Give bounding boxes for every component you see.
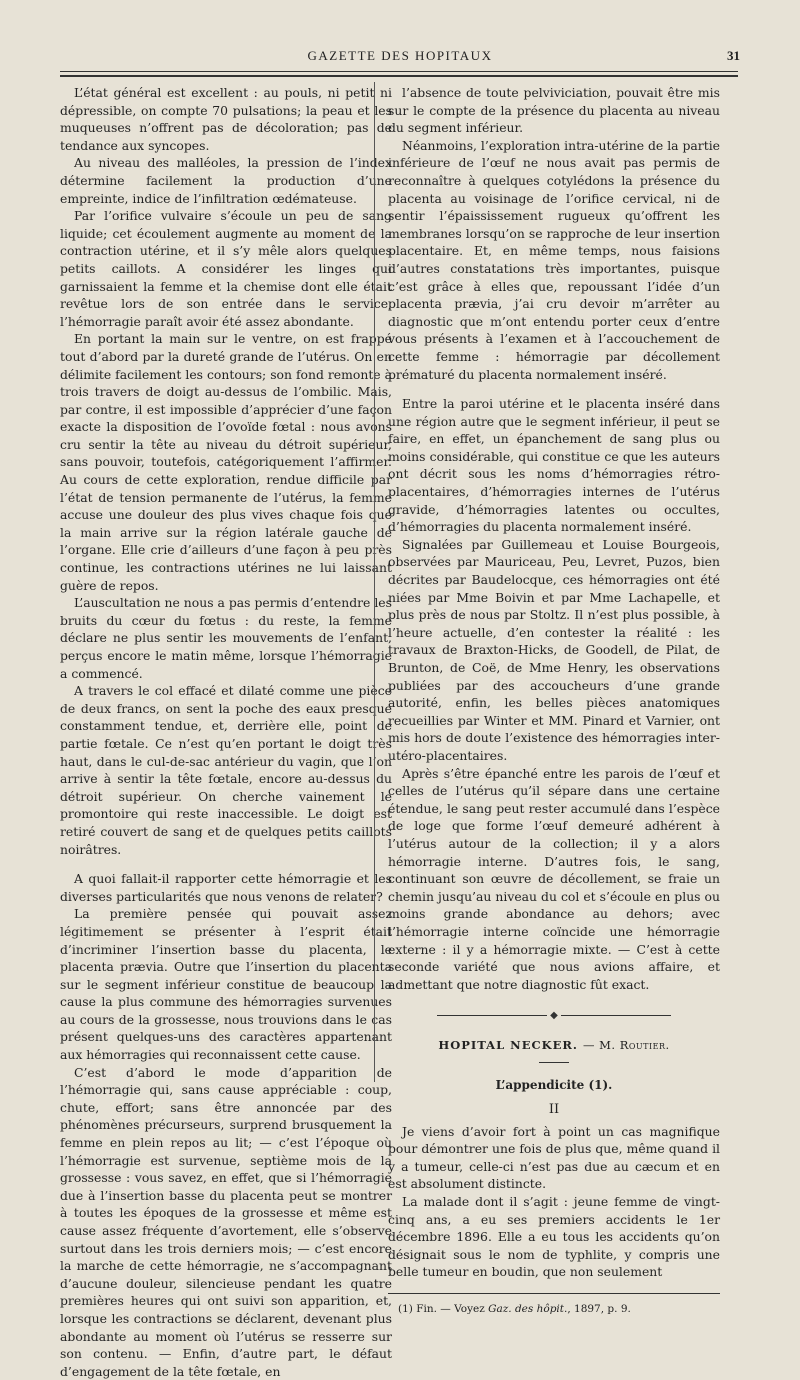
paragraph: Entre la paroi utérine et le placenta inséré dans une région autre que le segment inférieur, il peut se faire, en effet, un épanchement de sang plus ou moins considérable, qui constitue ce que les auteurs ont décrit sous les noms d’hémorragies rétro-placentaires, d’hémorragies internes de l’utérus gravide, d’hémorragies latentes ou occultes, d’hémorragies du placenta normalement inséré. (388, 396, 720, 535)
section-separator: ◆ (388, 1007, 720, 1025)
paragraph: La première pensée qui pouvait assez légitimement se présenter à l’esprit était d’incriminer l’insertion basse du placenta, le placenta prævia. Outre que l’insertion du placenta sur le segment inférieur constitue de beaucoup la cause la plus commune des hémorragies survenues au cours de la grossesse, nous trouvions dans le cas présent quelques-uns des caractères appartenant aux hémorragies qui reconnaissent cette cause. (60, 906, 392, 1063)
right-column (388, 84, 720, 1316)
footnote-source: Gaz. des hôpit. (488, 1303, 568, 1315)
column-divider (374, 82, 375, 1082)
page-number: 31 (727, 48, 740, 63)
left-column (60, 84, 392, 1380)
paragraph: C’est d’abord le mode d’apparition de l’hémorragie qui, sans cause appréciable : coup, chute, effort; sans être annoncée par des phénomènes précurseurs, surprend brusquement la femme en plein repos au lit; — c’est l’époque où l’hémorragie est survenue, septième mois de la grossesse : vous savez, en effet, que si l’hémorragie due à l’insertion basse du placenta peut se montrer à toutes les époques de la grossesse et même est cause assez fréquente d’avortement, elle s’observe surtout dans les trois derniers mois; — c’est encore la marche de cette hémorragie, ne s’accompagnant d’aucune douleur, silencieuse pendant les quatre premières heures qui ont suivi son apparition, et, lorsque les contractions se déclarent, devenant plus abondante au moment où l’utérus se resserre sur son contenu. — Enfin, d’autre part, le défaut d’engagement de la tête fœtale, en (60, 1064, 392, 1379)
paragraph: Je viens d’avoir fort à point un cas magnifique pour démontrer une fois de plus que, même quand il y a tumeur, celle-ci n’est pas due au cæcum et en est absolument distincte. (388, 1123, 720, 1192)
paragraph: l’absence de toute pelviviciation, pouvait être mis sur le compte de la présence du placenta au niveau du segment inférieur. (388, 85, 720, 136)
running-header (60, 48, 740, 68)
header-rule-thin (60, 71, 738, 72)
paragraph: Néanmoins, l’exploration intra-utérine de la partie inférieure de l’œuf ne nous avait pas permis de reconnaître à quelques cotylédons la présence du placenta au voisinage de l’orifice cervical, ni de sentir l’épaississement rugueux qu’offrent les membranes lorsqu’on se rapproche de leur insertion placentaire. Et, en même temps, nous faisions d’autres constatations très importantes, puisque c’est grâce à elles que, repoussant l’idée d’un placenta prævia, j’ai cru devoir m’arrêter au diagnostic que m’ont entendu porter ceux d’entre vous présents à l’examen et à l’accouchement de cette femme : hémorragie par décollement prématuré du placenta normalement inséré. (388, 137, 720, 382)
paragraph: L’auscultation ne nous a pas permis d’entendre les bruits du cœur du fœtus : du reste, la femme déclare ne plus sentir les mouvements de l’enfant, perçus encore le matin même, lorsque l’hémorragie a commencé. (60, 595, 392, 681)
paragraph: Après s’être épanché entre les parois de l’œuf et celles de l’utérus qu’il sépare dans une certaine étendue, le sang peut rester accumulé dans l’espèce de loge que forme l’œuf demeuré adhérent à l’utérus autour de la collection; il y a alors hémorragie interne. D’autres fois, le sang, continuant son œuvre de décollement, se fraie un chemin jusqu’au niveau du col et s’écoule en plus ou moins grande abondance au dehors; avec l’hémorragie interne coïncide une hémorragie externe : il y a hémorragie mixte. — C’est à cette seconde variété que nous avions affaire, et admettant que notre diagnostic fût exact. (388, 765, 720, 992)
lecture-author: — M. Routier. (582, 1037, 670, 1052)
paragraph: A quoi fallait-il rapporter cette hémorragie et les diverses particularités que nous venons de relater? (60, 871, 392, 904)
footnote-rule (388, 1293, 720, 1294)
paragraph: Signalées par Guillemeau et Louise Bourgeois, observées par Mauriceau, Peu, Levret, Puzos, bien décrites par Baudelocque, ces hémorragies ont été niées par Mme Boivin et par Mme Lachapelle, et plus près de nous par Stoltz. Il n’est plus possible, à l’heure actuelle, d’en contester la réalité : les travaux de Braxton-Hicks, de Goodell, de Pilat, de Brunton, de Coë, de Mme Henry, les observations publiées par des accoucheurs d’une grande autorité, enfin, les belles pièces anatomiques recueillies par Winter et MM. Pinard et Varnier, ont mis hors de doute l’existence des hémorragies inter-utéro-placentaires. (388, 536, 720, 763)
heading-rule (539, 1062, 569, 1063)
footnote (388, 1302, 720, 1316)
paragraph: Par l’orifice vulvaire s’écoule un peu de sang liquide; cet écoulement augmente au moment de la contraction utérine, et il s’y mêle alors quelques petits caillots. A considérer les linges qui garnissaient la femme et la chemise dont elle était revêtue lors de son entrée dans le service, l’hémorragie paraît avoir été assez abondante. (60, 208, 392, 329)
footnote-suffix: , 1897, p. 9. (567, 1303, 631, 1315)
paragraph: L’état général est excellent : au pouls, ni petit ni dépressible, on compte 70 pulsations; la peau et les muqueuses n’offrent pas de décoloration; pas de tendance aux syncopes. (60, 85, 392, 153)
header-rule-thick (60, 75, 738, 77)
paragraph: A travers le col effacé et dilaté comme une pièce de deux francs, on sent la poche des eaux presque constamment tendue, et, derrière elle, point de partie fœtale. Ce n’est qu’en portant le doigt très haut, dans le cul-de-sac antérieur du vagin, que l’on arrive à sentir la tête fœtale, encore au-dessus du détroit supérieur. On cherche vainement le promontoire qui reste inaccessible. Le doigt est retiré couvert de sang et de quelques petits caillots noirâtres. (60, 683, 392, 857)
journal-title: GAZETTE DES HOPITAUX (307, 48, 493, 63)
paragraph: La malade dont il s’agit : jeune femme de vingt-cinq ans, a eu ses premiers accidents le 1er décembre 1896. Elle a eu tous les accidents qu’on désignait sous le nom de typhlite, y compris une belle tumeur en boudin, que non seulement (388, 1194, 720, 1280)
paragraph: En portant la main sur le ventre, on est frappé tout d’abord par la dureté grande de l’utérus. On en délimite facilement les contours; son fond remonte à trois travers de doigt au-dessus de l’ombilic. Mais, par contre, il est impossible d’apprécier d’une façon exacte la disposition de l’ovoïde fœtal : nous avons cru sentir la tête au niveau du détroit supérieur, sans pouvoir, toutefois, catégoriquement l’affirmer. Au cours de cette exploration, rendue difficile par l’état de tension permanente de l’utérus, la femme accuse une douleur des plus vives chaque fois que la main arrive sur la région latérale gauche de l’organe. Elle crie d’ailleurs d’une façon à peu près continue, les contractions utérines ne lui laissant guère de repos. (60, 331, 392, 593)
article-title: L’appendicite (1). (495, 1078, 613, 1093)
footnote-prefix: (1) Fin. — Voyez (398, 1303, 489, 1315)
hospital-name: HOPITAL NECKER. (438, 1037, 578, 1052)
paragraph: Au niveau des malléoles, la pression de l’index détermine facilement la production d’une empreinte, indice de l’infiltration œdémateuse. (60, 155, 392, 206)
hospital-heading (388, 1037, 720, 1055)
part-number: II (548, 1102, 560, 1118)
